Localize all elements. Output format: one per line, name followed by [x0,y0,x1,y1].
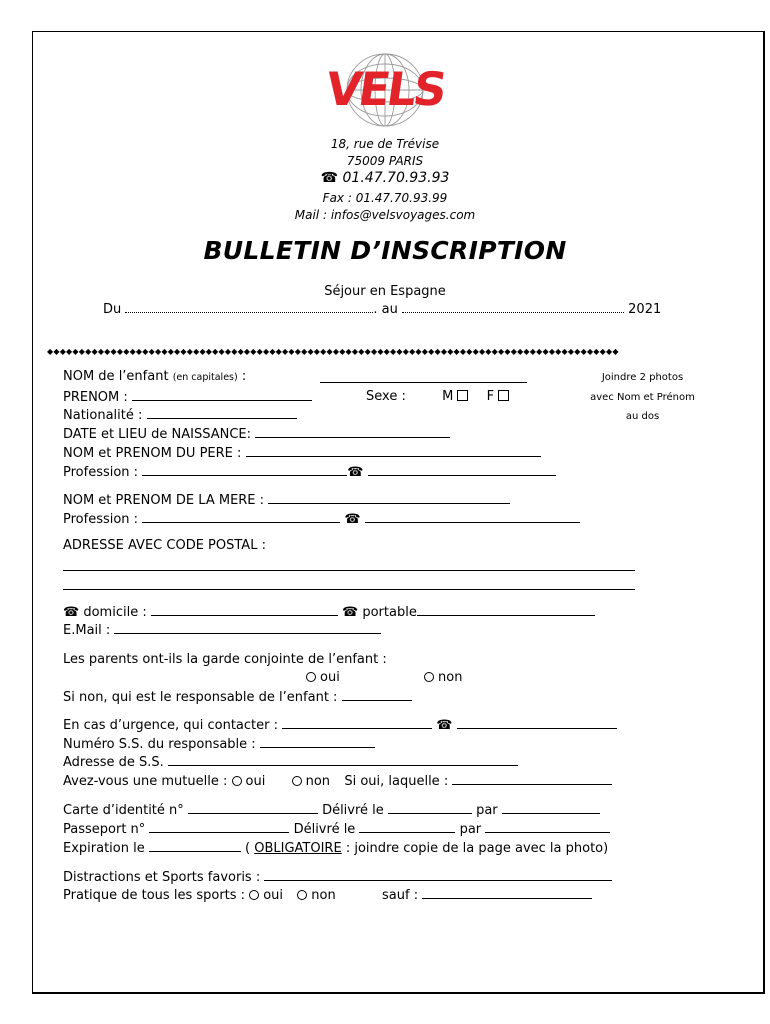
en-capitales-label: (en capitales) [172,372,238,383]
phone-icon: ☎ [347,465,364,480]
sauf-label: sauf : [382,888,419,903]
address-city: 75009 PARIS [346,154,424,168]
m-checkbox[interactable] [457,390,468,401]
domicile-label: domicile : [83,605,147,620]
profession-label: Profession : [63,465,139,480]
pratique-label: Pratique de tous les sports : [63,888,246,903]
expiration-label: Expiration le [63,841,145,856]
carte-delivre-field[interactable] [388,802,472,814]
laquelle-field[interactable] [452,773,612,785]
nationalite-field[interactable] [147,407,297,419]
prenom-row [63,389,312,405]
radio-pratique-oui[interactable] [249,890,259,900]
radio-mutuelle-oui[interactable] [232,776,242,786]
non-label: non [311,888,336,903]
distractions-field[interactable] [264,869,612,881]
portable-field[interactable] [417,604,595,616]
garde-non-option[interactable] [424,670,462,685]
pere-label: NOM et PRENOM DU PERE : [63,446,242,461]
email-label: E.Mail : [63,623,111,638]
oui-label: oui [263,888,284,903]
garde-label: Les parents ont-ils la garde conjointe de l’enfant : [63,652,387,667]
numero-ss-field[interactable] [260,736,375,748]
phone-pere-field[interactable] [368,464,556,476]
phone-icon: ☎ [63,605,80,620]
phone-mere-field[interactable] [365,511,580,523]
address-phone-row [0,170,770,186]
pere-row [63,445,541,461]
email-field[interactable] [114,622,381,634]
mutuelle-row [63,773,612,789]
naissance-field[interactable] [255,426,450,438]
non-label: non [305,774,331,789]
delivre-label: Délivré le [322,803,384,818]
photo-note-1: Joindre 2 photos [601,372,684,383]
address-phone: 01.47.70.93.93 [342,170,450,186]
naissance-label: DATE et LIEU de NAISSANCE: [63,427,251,442]
f-checkbox[interactable] [498,390,509,401]
obligatoire-label: OBLIGATOIRE [254,841,342,856]
urgence-field[interactable] [282,717,432,729]
distractions-label: Distractions et Sports favoris : [63,870,261,885]
domicile-row [63,604,595,620]
naissance-row [63,426,450,442]
mere-field[interactable] [268,492,510,504]
profession-pere-field[interactable] [142,464,347,476]
colon: : [241,369,247,384]
carte-label: Carte d’identité n° [63,803,184,818]
mere-label: NOM et PRENOM DE LA MERE : [63,493,265,508]
pratique-row [63,887,592,903]
f-label: F [486,389,495,404]
du-field[interactable] [125,302,373,313]
numero-ss-row [63,736,375,752]
carte-par-field[interactable] [502,802,600,814]
adresse-field-2[interactable] [63,578,635,590]
adresse-ss-row [63,754,518,770]
pere-field[interactable] [246,445,541,457]
urgence-label: En cas d’urgence, qui contacter : [63,718,278,733]
du-label: Du [103,302,122,317]
sexe-label: Sexe : [366,389,406,404]
nom-enfant-label: NOM de l’enfant [63,369,169,384]
par-label: par [459,822,482,837]
phone-icon: ☎ [342,605,359,620]
adresse-ss-field[interactable] [168,754,518,766]
sejour-label: Séjour en Espagne [324,284,446,299]
passeport-field[interactable] [149,821,289,833]
portable-label: portable [362,605,417,620]
si-non-row [63,689,412,705]
oui-label: oui [320,670,340,685]
passeport-label: Passeport n° [63,822,146,837]
address-street: 18, rue de Trévise [330,137,440,151]
profession-pere-row [63,464,556,480]
email-row [63,622,381,638]
responsable-field[interactable] [342,689,412,701]
radio-pratique-non[interactable] [297,890,307,900]
delivre-label: Délivré le [293,822,356,837]
radio-mutuelle-non[interactable] [292,776,302,786]
nom-enfant-field[interactable] [320,371,527,383]
adresse-field-1[interactable] [63,559,635,571]
laquelle-label: Si oui, laquelle : [344,774,449,789]
au-field[interactable] [402,302,624,313]
paren-open: ( [245,841,251,856]
address-mail: Mail : infos@velsvoyages.com [294,208,476,222]
carte-row [63,802,600,818]
profession-mere-row [63,511,580,527]
profession-mere-field[interactable] [142,511,340,523]
adresse-ss-label: Adresse de S.S. [63,755,164,770]
passeport-delivre-field[interactable] [359,821,455,833]
radio-non[interactable] [424,672,434,682]
m-label: M [442,389,454,404]
urgence-row [63,717,617,733]
page-title: BULLETIN D’INSCRIPTION [203,236,567,265]
mutuelle-label: Avez-vous une mutuelle : [63,774,228,789]
prenom-label: PRENOM : [63,390,128,405]
obligatoire-note: : joindre copie de la page avec la photo) [345,841,609,856]
nationalite-label: Nationalité : [63,408,143,423]
adresse-label: ADRESSE AVEC CODE POSTAL : [63,538,266,553]
sejour-dates-row [103,302,661,317]
photo-note-3: au dos [625,411,660,422]
prenom-field[interactable] [132,389,312,401]
sauf-field[interactable] [422,887,592,899]
distractions-row [63,869,612,885]
garde-oui-option[interactable] [306,670,340,685]
domicile-field[interactable] [151,604,338,616]
au-label: . au [373,302,398,317]
passeport-par-field[interactable] [485,821,610,833]
year: 2021 [628,302,662,317]
phone-icon: ☎ [344,512,361,527]
par-label: par [476,803,498,818]
numero-ss-label: Numéro S.S. du responsable : [63,737,256,752]
vels-logo [324,50,446,132]
expiration-row [63,840,608,856]
oui-label: oui [245,774,266,789]
sexe-row [366,389,509,404]
si-non-label: Si non, qui est le responsable de l’enfant : [63,690,338,705]
expiration-field[interactable] [149,840,241,852]
radio-oui[interactable] [306,672,316,682]
non-label: non [438,670,463,685]
photo-note-2: avec Nom et Prénom [590,392,695,403]
profession-label: Profession : [63,512,139,527]
nom-enfant-row [63,369,246,384]
mere-row [63,492,510,508]
phone-icon: ☎ [320,170,339,186]
address-fax: Fax : 01.47.70.93.99 [322,191,448,205]
nationalite-row [63,407,297,423]
diamond-separator: ◆◆◆◆◆◆◆◆◆◆◆◆◆◆◆◆◆◆◆◆◆◆◆◆◆◆◆◆◆◆◆◆◆◆◆◆◆◆◆◆◆◆◆◆◆◆◆◆◆◆◆◆◆◆◆◆◆◆◆◆◆◆◆◆◆◆◆◆◆◆◆◆◆◆◆◆◆◆◆◆◆◆◆◆◆◆◆◆◆◆ [47,347,619,356]
carte-field[interactable] [188,802,318,814]
passeport-row [63,821,610,837]
logo-text: VELS [322,62,448,116]
phone-icon: ☎ [436,718,453,733]
urgence-phone-field[interactable] [457,717,617,729]
